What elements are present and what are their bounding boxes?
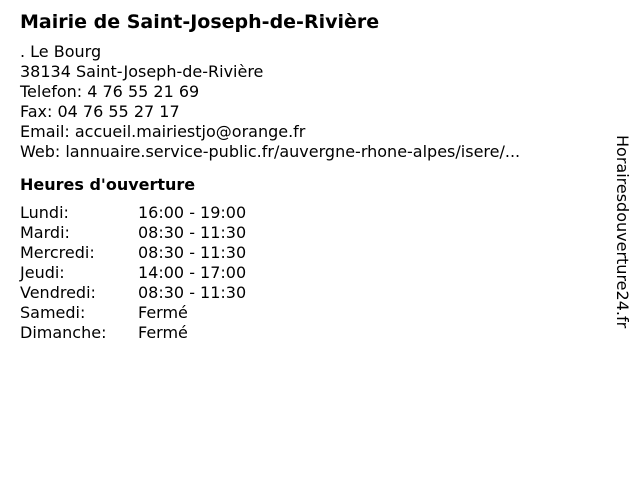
hours-time: 08:30 - 11:30 [138,283,247,302]
hours-row-tuesday [20,223,600,243]
hours-time: 08:30 - 11:30 [138,223,247,242]
hours-time: 14:00 - 17:00 [138,263,247,282]
hours-row-monday [20,203,600,223]
hours-row-sunday [20,323,600,343]
hours-day: Jeudi: [20,263,65,282]
hours-day: Mercredi: [20,243,95,262]
city-address: 38134 Saint-Joseph-de-Rivière [20,62,264,81]
email-line: Email: accueil.mairiestjo@orange.fr [20,122,306,141]
hours-day: Mardi: [20,223,70,242]
info-card [20,10,600,343]
hours-day: Samedi: [20,303,86,322]
hours-row-saturday [20,303,600,323]
hours-row-thursday [20,263,600,283]
hours-day: Lundi: [20,203,69,222]
hours-day: Dimanche: [20,323,107,342]
phone-line: Telefon: 4 76 55 21 69 [20,82,200,101]
site-watermark: Horairesdouverture24.fr [613,135,632,329]
page-title: Mairie de Saint-Joseph-de-Rivière [20,11,380,33]
hours-day: Vendredi: [20,283,96,302]
fax-line: Fax: 04 76 55 27 17 [20,102,180,121]
hours-time: 08:30 - 11:30 [138,243,247,262]
street-address: . Le Bourg [20,42,102,61]
hours-row-wednesday [20,243,600,263]
hours-time: Fermé [138,303,188,322]
hours-row-friday [20,283,600,303]
address-block [20,42,600,162]
hours-heading: Heures d'ouverture [20,175,196,194]
hours-list [20,203,600,343]
web-line: Web: lannuaire.service-public.fr/auvergne-rhone-alpes/isere/... [20,142,521,161]
hours-time: Fermé [138,323,188,342]
hours-time: 16:00 - 19:00 [138,203,247,222]
